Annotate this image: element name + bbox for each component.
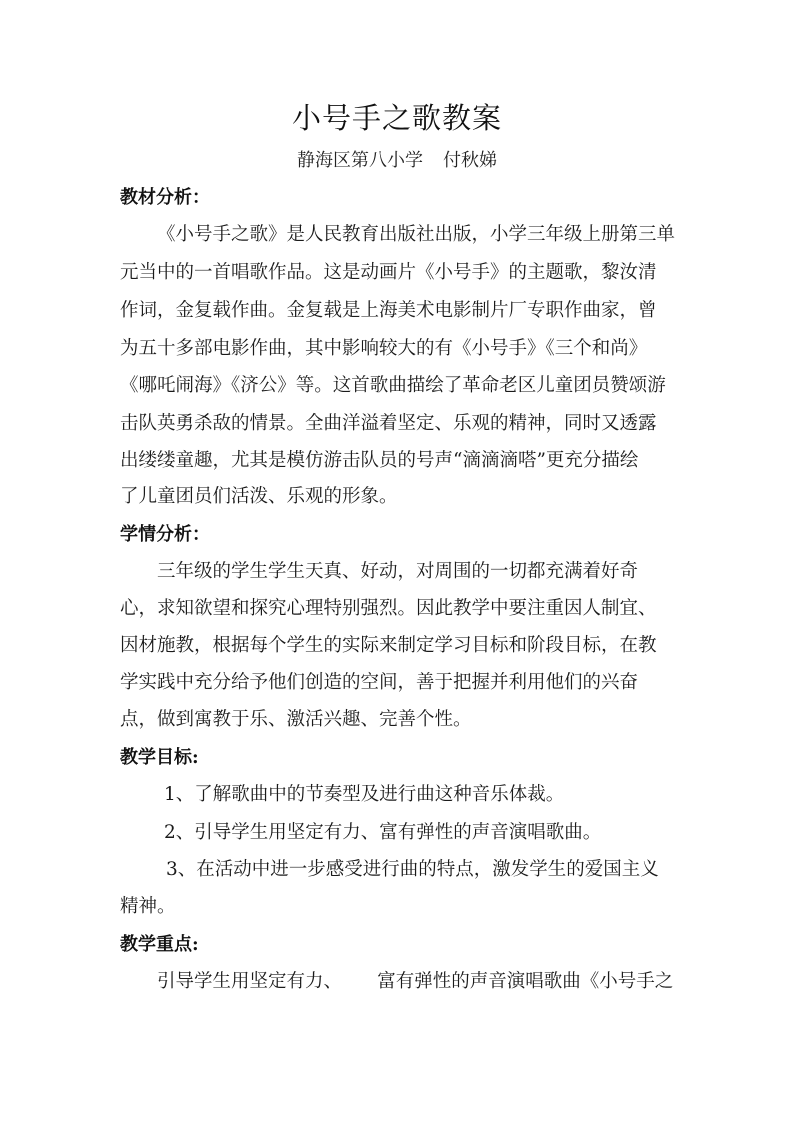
paragraph-line: 点，做到寓教于乐、激活兴趣、完善个性。 <box>120 709 472 730</box>
section-heading-student-analysis: 学情分析： <box>120 524 210 545</box>
goal-item: 3、在活动中进一步感受进行曲的特点，激发学生的爱国主义 <box>166 859 659 880</box>
section-heading-teaching-focus: 教学重点: <box>120 934 199 955</box>
paragraph-line: 三年级的学生学生天真、好动，对周围的一切都充满着好奇 <box>157 561 639 582</box>
paragraph-line: 出缕缕童趣，尤其是模仿游击队员的号声“滴滴滴嗒”更充分描绘 <box>120 450 639 471</box>
paragraph-line: 心，求知欲望和探究心理特别强烈。因此教学中要注重因人制宜、 <box>120 598 657 619</box>
paragraph-line: 引导学生用坚定有力、 富有弹性的声音演唱歌曲《小号手之 <box>157 971 674 992</box>
paragraph-line: 《哪吒闹海》《济公》等。这首歌曲描绘了革命老区儿童团员赞颂游 <box>120 375 666 396</box>
goal-item: 1、了解歌曲中的节奏型及进行曲这种音乐体裁。 <box>164 784 565 805</box>
author-school: 静海区第八小学 <box>297 150 423 171</box>
paragraph-line: 因材施教，根据每个学生的实际来制定学习目标和阶段目标，在教 <box>120 635 657 656</box>
paragraph-line: 精神。 <box>120 896 176 917</box>
section-heading-textbook-analysis: 教材分析： <box>120 187 210 208</box>
paragraph-line: 元当中的一首唱歌作品。这是动画片《小号手》的主题歌，黎汝清 <box>120 262 657 283</box>
paragraph-line: 为五十多部电影作曲，其中影响较大的有《小号手》《三个和尚》 <box>120 338 648 359</box>
document-title: 小号手之歌教案 <box>291 101 502 135</box>
paragraph-line: 学实践中充分给予他们创造的空间，善于把握并利用他们的兴奋 <box>120 672 639 693</box>
section-heading-teaching-goals: 教学目标: <box>120 747 199 768</box>
paragraph-line: 了儿童团员们活泼、乐观的形象。 <box>120 486 398 507</box>
goal-item: 2、引导学生用坚定有力、富有弹性的声音演唱歌曲。 <box>164 822 602 843</box>
paragraph-line: 作词，金复载作曲。金复载是上海美术电影制片厂专职作曲家，曾 <box>120 300 657 321</box>
author-line <box>0 146 794 172</box>
author-name: 付秋娣 <box>443 150 497 171</box>
paragraph-line: 击队英勇杀敌的情景。全曲洋溢着坚定、乐观的精神，同时又透露 <box>120 413 657 434</box>
paragraph-line: 《小号手之歌》是人民教育出版社出版，小学三年级上册第三单 <box>157 224 676 245</box>
